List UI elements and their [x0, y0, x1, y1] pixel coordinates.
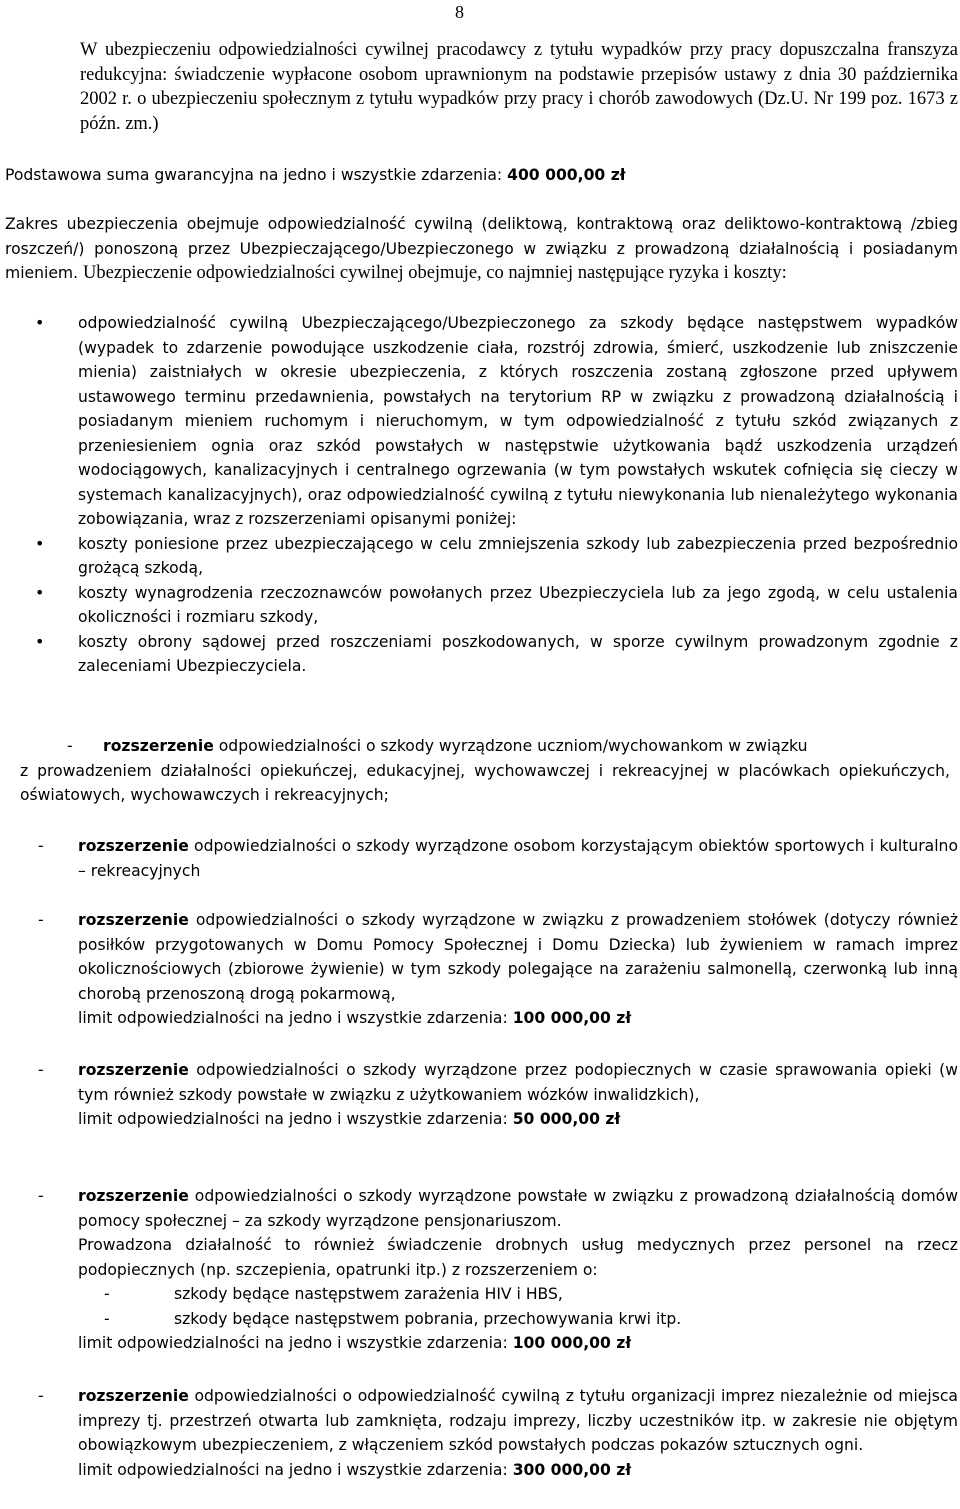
extension-4-limit — [38, 1107, 958, 1132]
limit-label: limit odpowiedzialności na jedno i wszystkie zdarzenia: — [78, 1009, 508, 1027]
scope-paragraph — [5, 212, 958, 286]
bullet-text: koszty wynagrodzenia rzeczoznawców powołanych przez Ubezpieczyciela lub za jego zgodą, w celu ustalenia okoliczności i rozmiaru szkody, — [78, 583, 958, 626]
extension-1-text: odpowiedzialności o szkody wyrządzone uczniom/wychowankom w związku — [218, 737, 808, 755]
bullet-list — [35, 311, 958, 679]
extension-keyword: rozszerzenie — [78, 1187, 189, 1205]
bullet-text: koszty obrony sądowej przed roszczeniami poszkodowanych, w sporze cywilnym prowadzonym zgodnie z zaleceniami Ubezpieczyciela. — [78, 632, 958, 675]
extension-6-limit — [38, 1458, 958, 1483]
intro-text: W ubezpieczeniu odpowiedzialności cywilnej pracodawcy z tytułu wypadków przy pracy dopuszczalna franszyza redukcyjna: świadczenie wypłacone osobom uprawnionym na podstawie przepisów ustawy z dnia 30 października 2002 r. o ubezpieczeniu społecznym z tytułu wypadków przy pracy i chorób zawodowych (Dz.U. Nr 199 poz. 1673 z późn. zm.) — [80, 40, 958, 134]
extension-6-body — [38, 1384, 958, 1458]
sum-paragraph — [5, 163, 955, 188]
page-number: 8 — [455, 2, 464, 22]
list-item — [35, 630, 958, 679]
list-item — [35, 311, 958, 532]
extension-4-text: odpowiedzialności o szkody wyrządzone przez podopiecznych w czasie sprawowania opieki (w tym również szkody powstałe w związku z użytkowaniem wózków inwalidzkich), — [78, 1061, 958, 1104]
limit-value: 50 000,00 zł — [512, 1110, 621, 1128]
bullet-icon: • — [35, 313, 45, 332]
extension-3-body — [38, 908, 958, 1006]
extension-6 — [38, 1384, 958, 1482]
list-item — [35, 532, 958, 581]
extension-5-limit — [38, 1331, 958, 1356]
extension-5-text: odpowiedzialności o szkody wyrządzone powstałe w związku z prowadzoną działalnością domów pomocy społecznej – za szkody wyrządzone pensjonariuszom. — [78, 1187, 958, 1230]
dash-marker: - — [38, 1187, 44, 1205]
extension-3-text: odpowiedzialności o szkody wyrządzone w związku z prowadzeniem stołówek (dotyczy również posiłków przygotowanych w Domu Pomocy Społecznej i Domu Dziecka) lub żywieniem w ramach imprez okolicznościowych (zbiorowe żywienie) w tym szkody polegające na zarażeniu salmonellą, czerwonką lub inną chorobą przenoszoną drogą pokarmową, — [78, 911, 958, 1003]
extension-3 — [38, 908, 958, 1031]
limit-value: 300 000,00 zł — [512, 1460, 632, 1479]
extension-1-line1 — [20, 734, 950, 759]
extension-5-paragraph: Prowadzona działalność to również świadczenie drobnych usług medycznych przez personel na rzecz podopiecznych (np. szczepienia, opatrunki itp.) z rozszerzeniem o: — [78, 1236, 958, 1279]
bullet-icon: • — [35, 533, 45, 553]
extension-keyword: rozszerzenie — [78, 1387, 189, 1405]
limit-value: 100 000,00 zł — [512, 1009, 632, 1027]
list-item — [35, 581, 958, 630]
extension-2-text: odpowiedzialności o szkody wyrządzone osobom korzystającym obiektów sportowych i kulturalno – rekreacyjnych — [78, 837, 958, 880]
extension-4 — [38, 1058, 958, 1132]
dash-marker: - — [104, 1285, 110, 1303]
extension-1 — [20, 734, 950, 808]
bullet-text: koszty poniesione przez ubezpieczającego w celu zmniejszenia szkody lub zabezpieczenia przed bezpośrednio grożącą szkodą, — [78, 534, 958, 577]
bullet-icon: • — [35, 582, 45, 602]
extension-2 — [38, 834, 958, 883]
extension-3-limit — [38, 1006, 958, 1031]
extension-keyword: rozszerzenie — [103, 737, 214, 755]
extension-1-text2: z prowadzeniem działalności opiekuńczej, edukacyjnej, wychowawczej i rekreacyjnej w placówkach opiekuńczych, oświatowych, wychowawczych i rekreacyjnych; — [20, 761, 950, 804]
extension-5-text2 — [38, 1233, 958, 1282]
sub-list-item — [38, 1282, 958, 1307]
extension-1-continuation — [20, 759, 950, 808]
extension-6-text: odpowiedzialności o odpowiedzialność cywilną z tytułu organizacji imprez niezależnie od miejsca imprezy tj. przestrzeń otwarta lub zamknięta, rodzaju imprezy, liczby uczestników itp. w zakresie nie objętym obowiązkowym ubezpieczeniem, z włączeniem szkód powstałych podczas pokazów sztucznych ogni. — [78, 1387, 958, 1454]
extension-keyword: rozszerzenie — [78, 911, 189, 929]
bullet-text: odpowiedzialność cywilną Ubezpieczającego/Ubezpieczonego za szkody będące następstwem wypadków (wypadek to zdarzenie powodujące uszkodzenie ciała, rozstrój zdrowia, śmierć, uszkodzenie lub zniszczenie mienia) zaistniałych w okresie ubezpieczenia, z których roszczenia zostaną zgłoszone przed upływem ustawowego terminu przedawnienia, powstałych na terytorium RP w związku z prowadzoną działalnością i posiadanym mieniem ruchomym i nieruchomym, w tym odpowiedzialność z tytułu szkód związanych z przeniesieniem ognia oraz szkód powstałych w następstwie użytkowania bądź uszkodzenia urządzeń wodociągowych, kanalizacyjnych i centralnego ogrzewania (w tym powstałych wskutek cofnięcia się cieczy w systemach kanalizacyjnych), oraz odpowiedzialność cywilną z tytułu niewykonania lub nienależytego wykonania zobowiązania, wraz z rozszerzeniami opisanymi poniżej: — [78, 314, 958, 528]
intro-paragraph — [80, 38, 958, 136]
dash-marker: - — [38, 1387, 44, 1405]
limit-value: 100 000,00 zł — [512, 1334, 632, 1352]
dash-marker: - — [67, 737, 73, 755]
sum-label: Podstawowa suma gwarancyjna na jedno i wszystkie zdarzenia: — [5, 166, 503, 184]
sum-value: 400 000,00 zł — [507, 166, 626, 184]
extension-keyword: rozszerzenie — [78, 837, 189, 855]
extension-2-body — [38, 834, 958, 883]
bullet-icon: • — [35, 631, 45, 651]
dash-marker: - — [38, 1061, 44, 1079]
extension-5-body — [38, 1184, 958, 1233]
sub-item-text: szkody będące następstwem pobrania, przechowywania krwi itp. — [174, 1309, 682, 1328]
limit-label: limit odpowiedzialności na jedno i wszystkie zdarzenia: — [78, 1334, 508, 1352]
dash-marker: - — [38, 837, 44, 855]
extension-5 — [38, 1184, 958, 1356]
dash-marker: - — [38, 911, 44, 929]
sub-list-item — [38, 1307, 958, 1332]
extension-keyword: rozszerzenie — [78, 1061, 189, 1079]
dash-marker: - — [104, 1309, 110, 1328]
limit-label: limit odpowiedzialności na jedno i wszystkie zdarzenia: — [78, 1110, 508, 1128]
scope-part1: Zakres ubezpieczenia obejmuje odpowiedzialność cywilną (deliktową, kontraktową oraz deliktowo-kontraktową /zbieg roszczeń/) ponoszoną przez Ubezpieczającego/Ubezpieczonego w związku z prowadzoną działalnością i posiadanym mieniem. — [5, 215, 958, 282]
scope-part2: Ubezpieczenie odpowiedzialności cywilnej obejmuje, co najmniej następujące ryzyka i koszty: — [83, 263, 787, 283]
extension-4-body — [38, 1058, 958, 1107]
sub-item-text: szkody będące następstwem zarażenia HIV i HBS, — [174, 1285, 563, 1303]
limit-label: limit odpowiedzialności na jedno i wszystkie zdarzenia: — [78, 1460, 508, 1479]
